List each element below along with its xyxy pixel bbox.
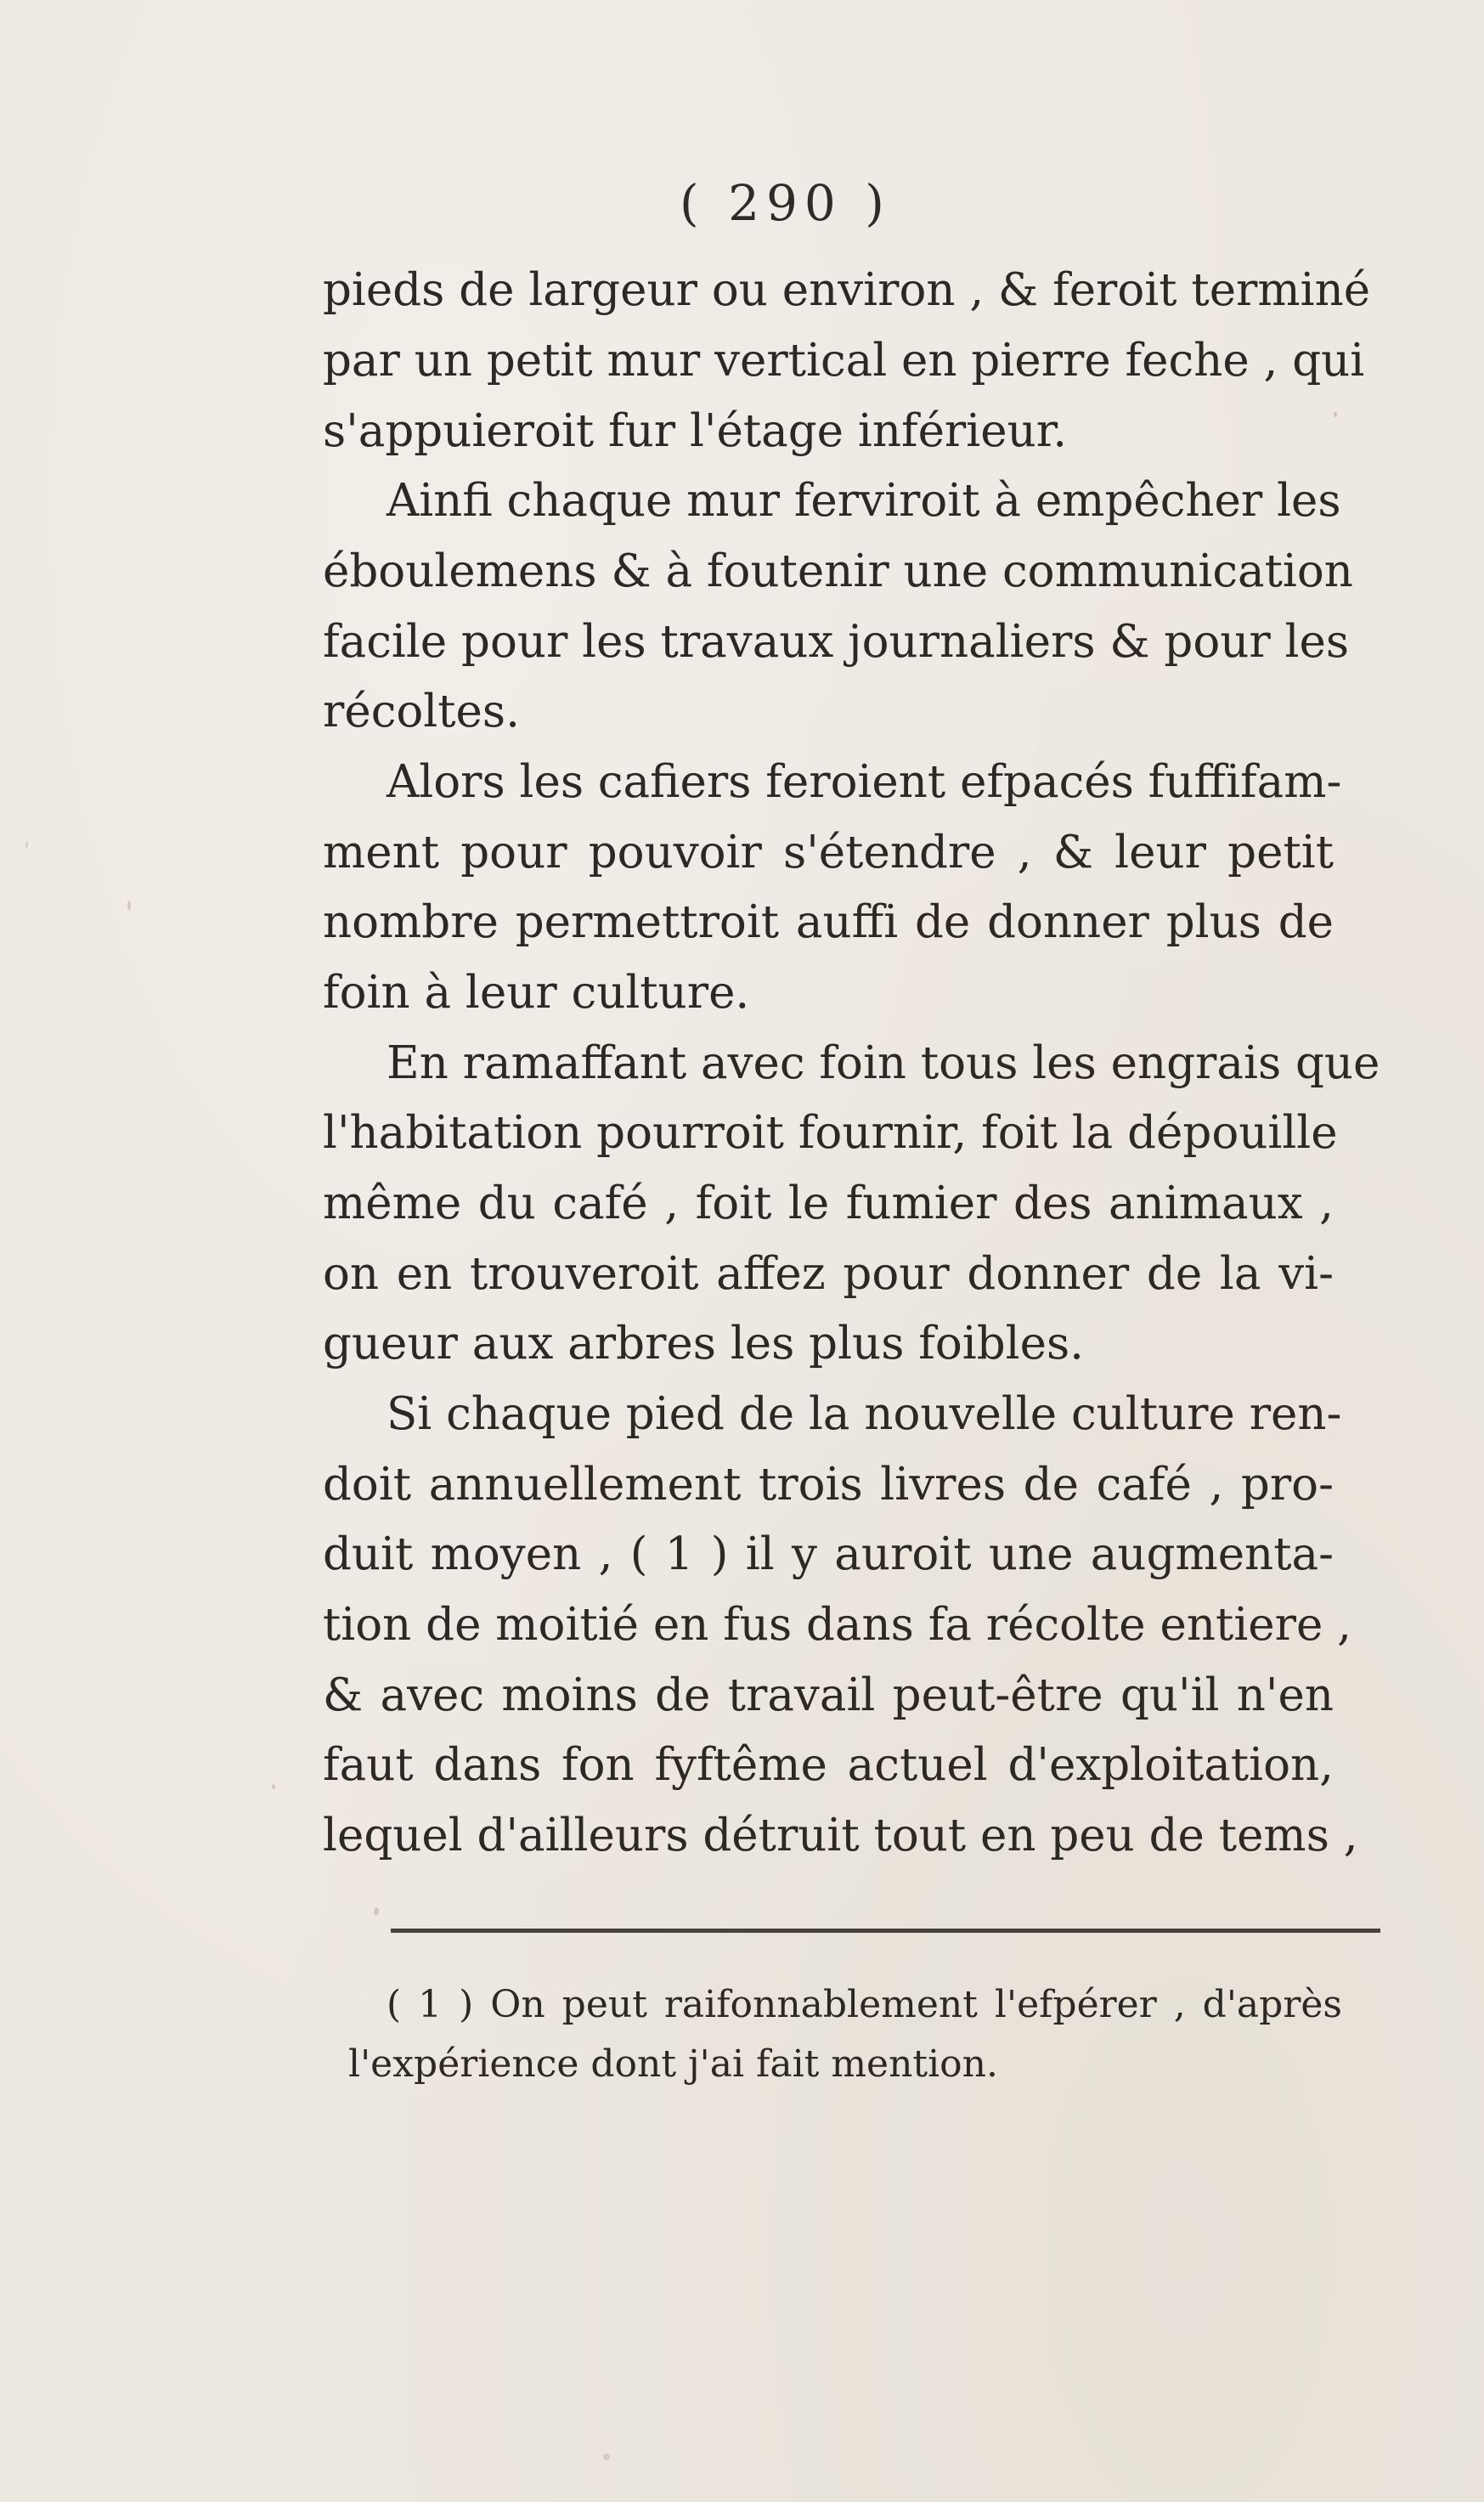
- text-line: foin à leur culture.: [323, 967, 750, 1019]
- paragraph-start-line: Ainfi chaque mur ferviroit à empêcher les: [387, 475, 1341, 527]
- text-line: gueur aux arbres les plus foibles.: [323, 1318, 1085, 1370]
- footnote-line: ( 1 ) On peut raifonnablement l'efpérer , d'après: [387, 1983, 1342, 2026]
- text-line: & avec moins de travail peut-être qu'il n'en: [323, 1669, 1334, 1721]
- paper-speck: [1334, 412, 1337, 417]
- text-line: ment pour pouvoir s'étendre , & leur petit: [323, 827, 1334, 878]
- page-number: ( 290 ): [680, 174, 891, 232]
- text-line: s'appuieroit fur l'étage inférieur.: [323, 405, 1068, 457]
- text-line: pieds de largeur ou environ , & feroit terminé: [323, 264, 1371, 316]
- footnote-line: l'expérience dont j'ai fait mention.: [348, 2042, 998, 2086]
- paper-speck: [127, 901, 131, 911]
- text-line: éboulemens & à foutenir une communication: [323, 545, 1353, 597]
- text-line: facile pour les travaux journaliers & pour les: [323, 616, 1350, 668]
- footnote-rule: [391, 1929, 1380, 1933]
- text-line: faut dans fon fyftême actuel d'exploitation,: [323, 1739, 1334, 1791]
- text-line: nombre permettroit auffi de donner plus de: [323, 896, 1334, 948]
- paper-speck: [272, 1784, 275, 1789]
- paragraph-start-line: Si chaque pied de la nouvelle culture ren-: [387, 1388, 1342, 1440]
- paragraph-start-line: En ramaffant avec foin tous les engrais que: [387, 1037, 1380, 1089]
- paper-speck: [25, 841, 28, 849]
- paragraph-start-line: Alors les cafiers feroient efpacés fuffifam-: [387, 756, 1342, 808]
- text-line: doit annuellement trois livres de café , pro-: [323, 1459, 1334, 1511]
- text-line: récoltes.: [323, 686, 520, 737]
- text-line: l'habitation pourroit fournir, foit la dépouille: [323, 1107, 1338, 1159]
- paper-speck: [374, 1907, 379, 1916]
- text-line: on en trouveroit affez pour donner de la vi-: [323, 1248, 1334, 1300]
- text-line: par un petit mur vertical en pierre feche , qui: [323, 335, 1365, 387]
- text-line: tion de moitié en fus dans fa récolte entiere ,: [323, 1599, 1352, 1651]
- text-line: lequel d'ailleurs détruit tout en peu de tems ,: [323, 1810, 1358, 1861]
- text-line: même du café , foit le fumier des animaux ,: [323, 1178, 1334, 1229]
- text-line: duit moyen , ( 1 ) il y auroit une augmenta-: [323, 1528, 1334, 1580]
- paper-speck: [603, 2454, 610, 2460]
